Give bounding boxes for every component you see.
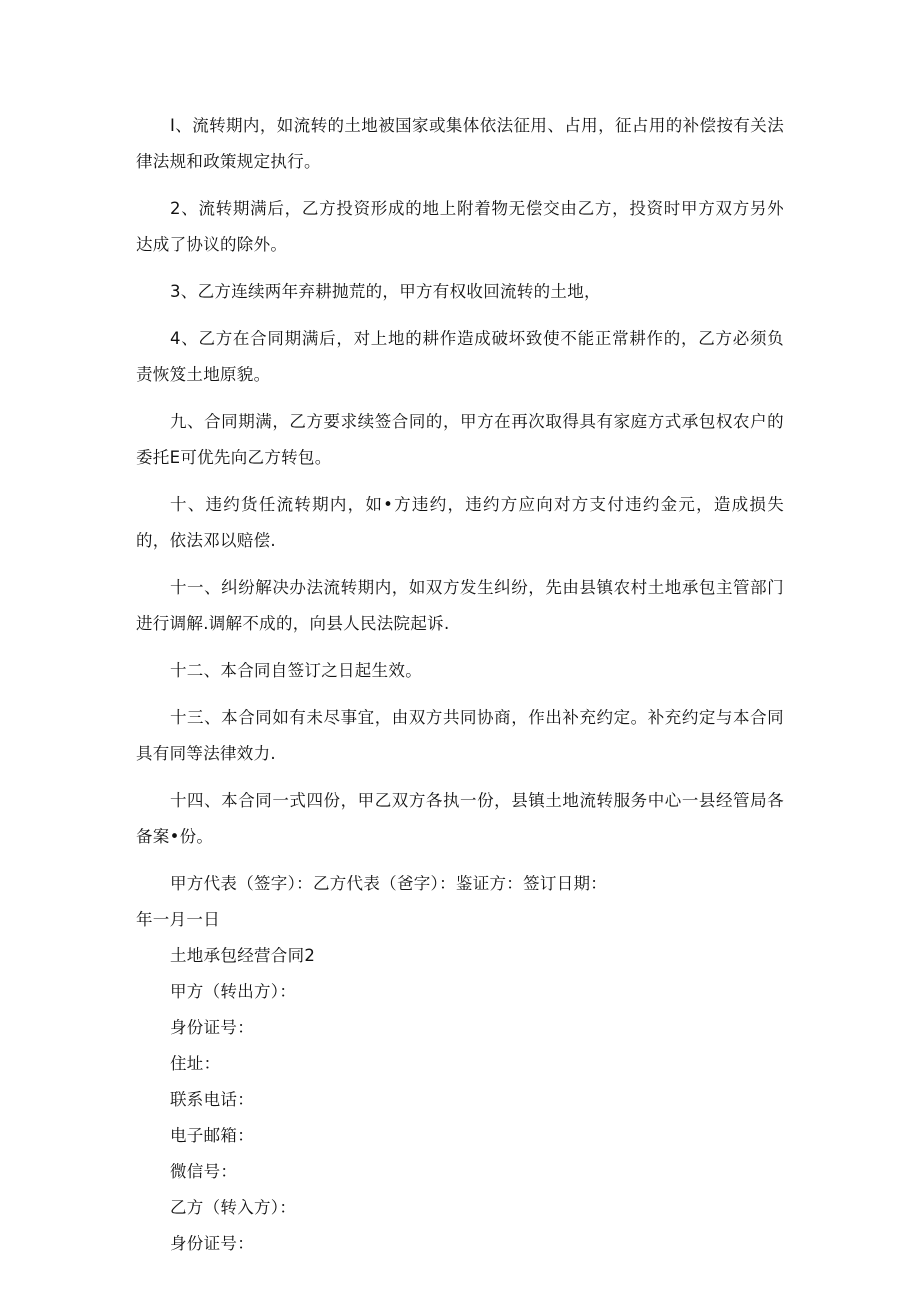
signature-line: 甲方代表（签字）：乙方代表（爸字）：鉴证方：签订日期： (170, 874, 608, 893)
contract-2-title: 土地承包经营合同2 (170, 946, 316, 965)
clause-paragraph-13: 十三、本合同如有未尽事宜，由双方共同协商，作出补充约定。补充约定与本合同具有同等法律效力. (136, 708, 784, 763)
clause-paragraph-11: 十一、纠纷解决办法流转期内，如双方发生纠纷，先由县镇农村土地承包主管部门进行调解.调解不成的，向县人民法院起诉. (136, 578, 784, 633)
clause-paragraph-9: 九、合同期满，乙方要求续签合同的，甲方在再次取得具有家庭方式承包权农户的委托E可优先向乙方转包。 (136, 412, 784, 467)
party-a-heading: 甲方（转出方）： (170, 982, 297, 1001)
party-a-phone-label: 联系电话： (170, 1090, 254, 1109)
clause-paragraph-14: 十四、本合同一式四份，甲乙双方各执一份，县镇土地流转服务中心一县经管局各备案•份。 (136, 791, 784, 846)
clause-paragraph-2: 2、流转期满后，乙方投资形成的地上附着物无偿交由乙方，投资时甲方双方另外达成了协议的除外。 (136, 199, 784, 254)
party-a-id-label: 身份证号： (170, 1018, 254, 1037)
party-a-address-label: 住址： (170, 1054, 221, 1073)
clause-paragraph-4: 4、乙方在合同期满后，对上地的耕作造成破坏致使不能正常耕作的，乙方必须负责恢笈土地原貌。 (136, 329, 784, 384)
party-a-wechat-label: 微信号： (170, 1162, 238, 1181)
party-b-heading: 乙方（转入方）： (170, 1198, 297, 1217)
clause-paragraph-10: 十、违约货任流转期内，如•方违约，违约方应向对方支付违约金元，造成损失的，依法邓以赔偿. (136, 495, 784, 550)
clause-paragraph-3: 3、乙方连续两年弃耕抛荒的，甲方有权收回流转的土地， (170, 282, 601, 301)
document-body (136, 108, 784, 1262)
clause-paragraph-12: 十二、本合同自签订之日起生效。 (170, 661, 422, 680)
clause-paragraph-1: I、流转期内，如流转的土地被国家或集体依法征用、占用，征占用的补偿按有关法律法规和政策规定执行。 (136, 116, 784, 171)
party-b-id-label: 身份证号： (170, 1234, 254, 1253)
date-line: 年一月一日 (136, 910, 220, 929)
party-a-email-label: 电子邮箱： (170, 1126, 254, 1145)
